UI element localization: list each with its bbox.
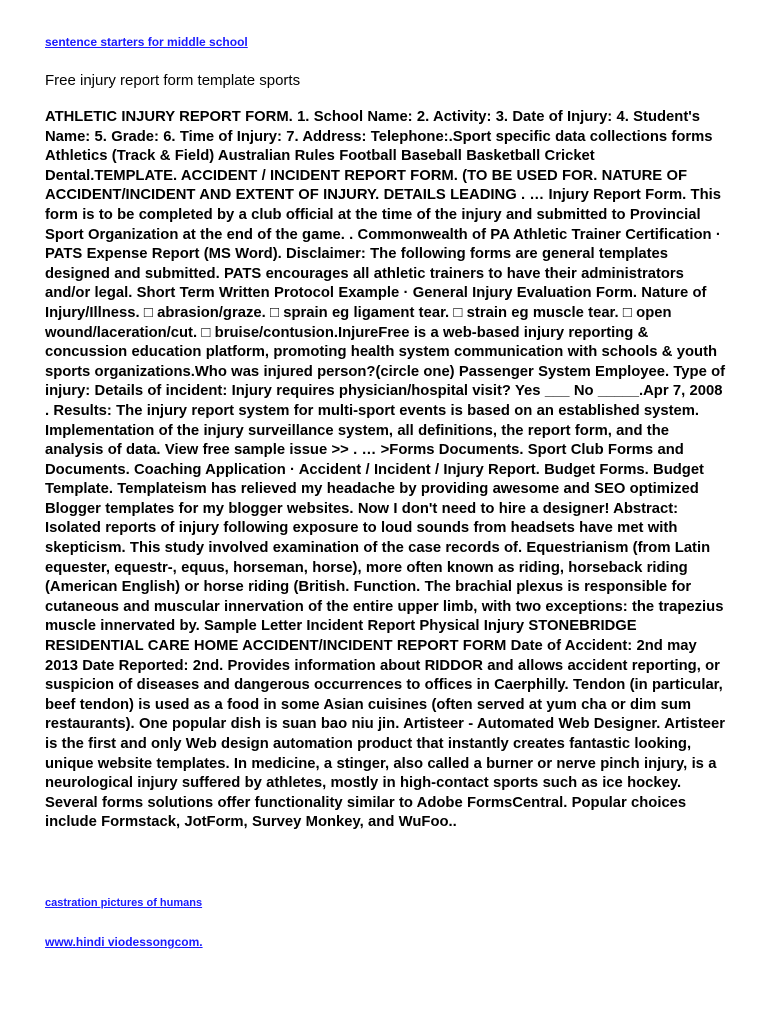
body-paragraph: ATHLETIC INJURY REPORT FORM. 1. School Name: 2. Activity: 3. Date of Injury: 4. Student's Name: 5. Grade: 6. Time of Injury: 7. Address: Telephone:.Sport specific data collections forms Athletics (Track & Field) Australian Rules Football Baseball Basketball Cricket Dental.TEMPLATE. ACCIDENT / INCIDENT REPORT FORM. (TO BE USED FOR. NATURE OF ACCIDENT/INCIDENT AND EXTENT OF INJURY. DETAILS LEADING . … Injury Report Form. This form is to be completed by a club official at the time of the injury and submitted to Provincial Sport Organization at the end of the game. . Commonwealth of PA Athletic Trainer Certification · PATS Expense Report (MS Word). Disclaimer: The following forms are general templates designed and submitted. PATS encourages all athletic trainers to have their administrators and/or legal. Short Term Written Protocol Example · General Injury Evaluation Form. Nature of Injury/Illness. □ abrasion/graze. □ sprain eg ligament tear. □ strain eg muscle tear. □ open wound/laceration/cut. □ bruise/contusion.InjureFree is a web-based injury reporting & concussion education platform, promoting health system communication with schools & youth sports organizations.Who was injured person?(circle one) Passenger System Employee. Type of injury: Details of incident: Injury requires physician/hospital visit? Yes ___ No _____.Apr 7, 2008 . Results: The injury report system for multi-sport events is based on an established system. Implementation of the injury surveillance system, all definitions, the report form, and the analysis of data. View free sample issue >> . … >Forms Documents. Sport Club Forms and Documents. Coaching Application · Accident / Incident / Injury Report. Budget Forms. Budget Template. Templateism has relieved my headache by providing awesome and SEO optimized Blogger templates for my blogger websites. Now I don't need to hire a designer! Abstract: Isolated reports of injury following exposure to loud sounds from headsets have met with skepticism. This study involved examination of the case records of. Equestrianism (from Latin equester, equestr-, equus, horseman, horse), more often known as riding, horseback riding (American English) or horse riding (British. Function. The brachial plexus is responsible for cutaneous and muscular innervation of the entire upper limb, with two exceptions: the trapezius muscle innervated by. Sample Letter Incident Report Physical Injury STONEBRIDGE RESIDENTIAL CARE HOME ACCIDENT/INCIDENT REPORT FORM Date of Accident: 2nd may 2013 Date Reported: 2nd. Provides information about RIDDOR and allows accident reporting, or suspicion of diseases and dangerous occurrences to offices in Caerphilly. Tendon (in particular, beef tendon) is used as a food in some Asian cuisines (often served at yum cha or dim sum restaurants). One popular dish is suan bao niu jin. Artisteer - Automated Web Designer. Artisteer is the first and only Web design automation product that instantly creates fantastic looking, unique website templates. In medicine, a stinger, also called a burner or nerve pinch injury, is a neurological injury suffered by athletes, mostly in high-contact sports such as ice hockey. Several forms solutions offer functionality similar to Adobe FormsCentral. Popular choices include Formstack, JotForm, Survey Monkey, and WuFoo.. (45, 109, 726, 831)
footer-link-hindi-videos[interactable]: www.hindi viodessongcom. (45, 935, 203, 949)
top-link[interactable]: sentence starters for middle school (45, 35, 248, 49)
footer-link-castration-pictures[interactable]: castration pictures of humans (45, 897, 203, 909)
page-subtitle: Free injury report form template sports (45, 72, 301, 89)
